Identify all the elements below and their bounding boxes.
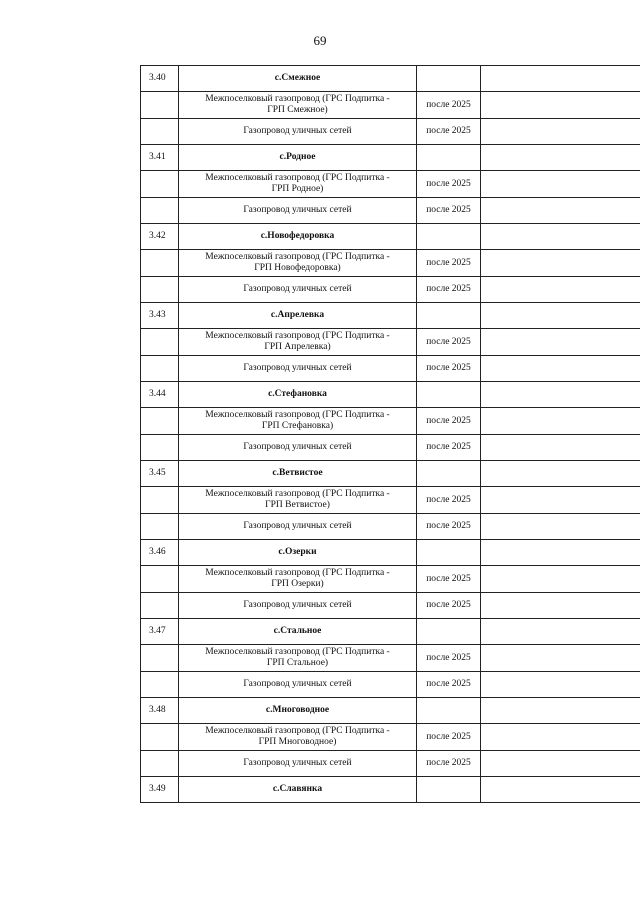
description-cell — [179, 277, 417, 303]
term-cell: после 2025 — [417, 593, 481, 619]
table-row — [141, 198, 640, 224]
description-line: Газопровод уличных сетей — [243, 284, 352, 294]
table-row — [141, 329, 640, 356]
term-cell: после 2025 — [417, 329, 481, 356]
description-line: Газопровод уличных сетей — [243, 205, 352, 215]
empty-cell — [481, 171, 640, 198]
section-number: 3.42 — [141, 224, 179, 250]
section-header-row — [141, 461, 640, 487]
term-cell — [417, 698, 481, 724]
section-header-row — [141, 777, 640, 803]
empty-cell — [481, 698, 640, 724]
description-line: Межпоселковый газопровод (ГРС Подпитка - — [205, 94, 390, 104]
section-header-row — [141, 382, 640, 408]
empty-cell — [481, 514, 640, 540]
table-row — [141, 487, 640, 514]
term-cell — [417, 777, 481, 803]
term-cell — [417, 303, 481, 329]
term-cell: после 2025 — [417, 645, 481, 672]
description-cell — [179, 329, 417, 356]
term-cell — [417, 619, 481, 645]
description-line: Газопровод уличных сетей — [243, 758, 352, 768]
empty-cell — [481, 277, 640, 303]
empty-cell — [481, 224, 640, 250]
number-cell — [141, 435, 179, 461]
description-cell — [179, 198, 417, 224]
empty-cell — [481, 487, 640, 514]
table-body — [141, 66, 640, 803]
village-name: с.Новофедоровка — [179, 224, 417, 250]
description-line: ГРП Смежное) — [267, 105, 328, 115]
empty-cell — [481, 145, 640, 171]
table-row — [141, 356, 640, 382]
number-cell — [141, 751, 179, 777]
description-line: Газопровод уличных сетей — [243, 363, 352, 373]
gas-pipeline-table — [140, 65, 640, 803]
description-line: Межпоселковый газопровод (ГРС Подпитка - — [205, 726, 390, 736]
term-cell: после 2025 — [417, 198, 481, 224]
village-name: с.Стефановка — [179, 382, 417, 408]
section-number: 3.49 — [141, 777, 179, 803]
term-cell: после 2025 — [417, 514, 481, 540]
section-number: 3.46 — [141, 540, 179, 566]
table-row — [141, 672, 640, 698]
village-name: с.Стальное — [179, 619, 417, 645]
table-row — [141, 119, 640, 145]
description-line: Межпоселковый газопровод (ГРС Подпитка - — [205, 173, 390, 183]
description-line: Газопровод уличных сетей — [243, 521, 352, 531]
term-cell: после 2025 — [417, 119, 481, 145]
description-line: ГРП Родное) — [271, 184, 324, 194]
term-cell — [417, 540, 481, 566]
empty-cell — [481, 645, 640, 672]
description-cell — [179, 408, 417, 435]
term-cell — [417, 145, 481, 171]
number-cell — [141, 724, 179, 751]
description-line: Межпоселковый газопровод (ГРС Подпитка - — [205, 331, 390, 341]
description-line: Межпоселковый газопровод (ГРС Подпитка - — [205, 647, 390, 657]
number-cell — [141, 198, 179, 224]
section-header-row — [141, 66, 640, 92]
section-number: 3.43 — [141, 303, 179, 329]
empty-cell — [481, 119, 640, 145]
term-cell: после 2025 — [417, 672, 481, 698]
section-number: 3.44 — [141, 382, 179, 408]
village-name: с.Многоводное — [179, 698, 417, 724]
term-cell: после 2025 — [417, 435, 481, 461]
section-header-row — [141, 619, 640, 645]
table-row — [141, 408, 640, 435]
number-cell — [141, 356, 179, 382]
empty-cell — [481, 303, 640, 329]
empty-cell — [481, 724, 640, 751]
number-cell — [141, 645, 179, 672]
description-line: ГРП Новофедоровка) — [254, 263, 341, 273]
empty-cell — [481, 461, 640, 487]
description-line: Межпоселковый газопровод (ГРС Подпитка - — [205, 568, 390, 578]
description-cell — [179, 487, 417, 514]
description-cell — [179, 751, 417, 777]
description-cell — [179, 250, 417, 277]
description-line: ГРП Стальное) — [266, 658, 329, 668]
number-cell — [141, 171, 179, 198]
empty-cell — [481, 408, 640, 435]
term-cell — [417, 66, 481, 92]
number-cell — [141, 672, 179, 698]
empty-cell — [481, 198, 640, 224]
table-row — [141, 92, 640, 119]
description-cell — [179, 672, 417, 698]
empty-cell — [481, 356, 640, 382]
table-row — [141, 751, 640, 777]
number-cell — [141, 119, 179, 145]
section-number: 3.48 — [141, 698, 179, 724]
village-name: с.Ветвистое — [179, 461, 417, 487]
term-cell: после 2025 — [417, 751, 481, 777]
term-cell: после 2025 — [417, 171, 481, 198]
empty-cell — [481, 382, 640, 408]
term-cell — [417, 461, 481, 487]
empty-cell — [481, 566, 640, 593]
term-cell: после 2025 — [417, 356, 481, 382]
description-cell — [179, 92, 417, 119]
table-row — [141, 514, 640, 540]
description-line: Межпоселковый газопровод (ГРС Подпитка - — [205, 252, 390, 262]
section-number: 3.41 — [141, 145, 179, 171]
description-cell — [179, 566, 417, 593]
page-number: 69 — [313, 33, 327, 48]
section-header-row — [141, 540, 640, 566]
term-cell: после 2025 — [417, 724, 481, 751]
section-number: 3.47 — [141, 619, 179, 645]
description-line: Газопровод уличных сетей — [243, 126, 352, 136]
section-header-row — [141, 698, 640, 724]
village-name: с.Славянка — [179, 777, 417, 803]
empty-cell — [481, 92, 640, 119]
term-cell: после 2025 — [417, 92, 481, 119]
number-cell — [141, 487, 179, 514]
empty-cell — [481, 250, 640, 277]
description-line: Газопровод уличных сетей — [243, 442, 352, 452]
description-line: ГРП Стефановка) — [261, 421, 334, 431]
term-cell — [417, 224, 481, 250]
table-row — [141, 645, 640, 672]
table-row — [141, 435, 640, 461]
number-cell — [141, 408, 179, 435]
village-name: с.Родное — [179, 145, 417, 171]
table-row — [141, 250, 640, 277]
description-cell — [179, 435, 417, 461]
term-cell: после 2025 — [417, 408, 481, 435]
section-number: 3.40 — [141, 66, 179, 92]
empty-cell — [481, 672, 640, 698]
term-cell — [417, 382, 481, 408]
section-number: 3.45 — [141, 461, 179, 487]
description-line: ГРП Многоводное) — [258, 737, 337, 747]
description-cell — [179, 171, 417, 198]
term-cell: после 2025 — [417, 487, 481, 514]
number-cell — [141, 566, 179, 593]
table-row — [141, 724, 640, 751]
number-cell — [141, 514, 179, 540]
description-line: Межпоселковый газопровод (ГРС Подпитка - — [205, 410, 390, 420]
number-cell — [141, 250, 179, 277]
description-cell — [179, 645, 417, 672]
term-cell: после 2025 — [417, 566, 481, 593]
description-cell — [179, 514, 417, 540]
village-name: с.Апрелевка — [179, 303, 417, 329]
village-name: с.Смежное — [179, 66, 417, 92]
section-header-row — [141, 303, 640, 329]
empty-cell — [481, 593, 640, 619]
term-cell: после 2025 — [417, 250, 481, 277]
description-cell — [179, 593, 417, 619]
empty-cell — [481, 329, 640, 356]
empty-cell — [481, 619, 640, 645]
section-header-row — [141, 224, 640, 250]
empty-cell — [481, 751, 640, 777]
description-cell — [179, 724, 417, 751]
description-line: ГРП Апрелевка) — [264, 342, 331, 352]
empty-cell — [481, 435, 640, 461]
empty-cell — [481, 777, 640, 803]
table-row — [141, 277, 640, 303]
term-cell: после 2025 — [417, 277, 481, 303]
table-row — [141, 566, 640, 593]
village-name: с.Озерки — [179, 540, 417, 566]
empty-cell — [481, 540, 640, 566]
table-row — [141, 593, 640, 619]
description-line: ГРП Ветвистое) — [265, 500, 330, 510]
empty-cell — [481, 66, 640, 92]
number-cell — [141, 92, 179, 119]
section-header-row — [141, 145, 640, 171]
number-cell — [141, 277, 179, 303]
description-line: Межпоселковый газопровод (ГРС Подпитка - — [205, 489, 390, 499]
description-cell — [179, 356, 417, 382]
number-cell — [141, 593, 179, 619]
description-line: ГРП Озерки) — [271, 579, 324, 589]
description-line: Газопровод уличных сетей — [243, 600, 352, 610]
number-cell — [141, 329, 179, 356]
table-row — [141, 171, 640, 198]
description-line: Газопровод уличных сетей — [243, 679, 352, 689]
description-cell — [179, 119, 417, 145]
